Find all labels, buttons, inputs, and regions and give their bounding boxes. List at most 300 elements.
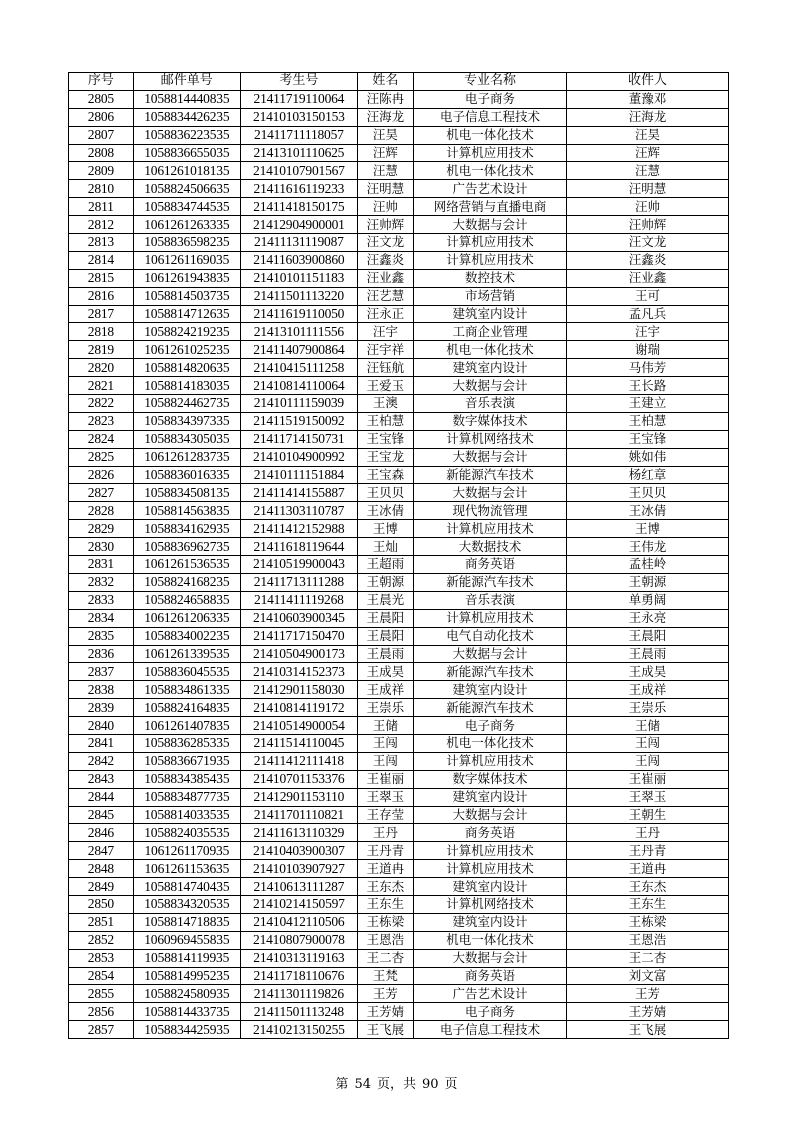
cell-tracking-number: 1058814563835 [133,502,240,520]
table-row [69,1003,729,1021]
cell-recipient: 汪宇 [567,323,729,341]
cell-index: 2844 [69,788,134,806]
table-row [69,198,729,216]
table-row [69,90,729,108]
cell-tracking-number: 1058836223535 [133,126,240,144]
table-row [69,591,729,609]
cell-name: 王丹青 [357,842,413,860]
cell-tracking-number: 1058814712635 [133,305,240,323]
cell-index: 2808 [69,144,134,162]
table-row [69,359,729,377]
cell-tracking-number: 1061261263335 [133,216,240,234]
cell-tracking-number: 1061261025235 [133,341,240,359]
cell-index: 2836 [69,645,134,663]
table-row [69,305,729,323]
cell-recipient: 王闯 [567,752,729,770]
cell-major: 新能源汽车技术 [413,573,566,591]
table-row [69,699,729,717]
cell-index: 2851 [69,913,134,931]
cell-major: 音乐表演 [413,395,566,413]
cell-tracking-number: 1058824168235 [133,573,240,591]
cell-candidate-number: 21410314152373 [240,663,357,681]
cell-recipient: 王成祥 [567,681,729,699]
cell-index: 2823 [69,412,134,430]
cell-tracking-number: 1058814433735 [133,1003,240,1021]
table-row [69,806,729,824]
cell-recipient: 王崔丽 [567,770,729,788]
table-row [69,609,729,627]
cell-tracking-number: 1061261169035 [133,251,240,269]
cell-name: 汪慧 [357,162,413,180]
table-row [69,645,729,663]
cell-recipient: 王飞展 [567,1021,729,1039]
cell-major: 工商企业管理 [413,323,566,341]
cell-candidate-number: 21411618119644 [240,538,357,556]
cell-tracking-number: 1058824219235 [133,323,240,341]
cell-tracking-number: 1058814820635 [133,359,240,377]
cell-candidate-number: 21410701153376 [240,770,357,788]
cell-major: 建筑室内设计 [413,681,566,699]
cell-candidate-number: 21410101151183 [240,269,357,287]
cell-index: 2853 [69,949,134,967]
table-row [69,967,729,985]
table-row [69,627,729,645]
header-tracking-number: 邮件单号 [133,73,240,91]
cell-name: 汪艺慧 [357,287,413,305]
cell-name: 王晨阳 [357,609,413,627]
cell-major: 电子信息工程技术 [413,1021,566,1039]
cell-index: 2857 [69,1021,134,1039]
header-candidate-number: 考生号 [240,73,357,91]
table-row [69,395,729,413]
cell-candidate-number: 21411519150092 [240,412,357,430]
cell-index: 2820 [69,359,134,377]
cell-recipient: 汪帅辉 [567,216,729,234]
cell-index: 2850 [69,895,134,913]
cell-major: 数控技术 [413,269,566,287]
cell-major: 机电一体化技术 [413,126,566,144]
cell-major: 市场营销 [413,287,566,305]
table-row [69,144,729,162]
cell-recipient: 孟凡兵 [567,305,729,323]
cell-index: 2813 [69,234,134,252]
cell-name: 王道冉 [357,860,413,878]
cell-major: 音乐表演 [413,591,566,609]
cell-index: 2814 [69,251,134,269]
cell-recipient: 王储 [567,717,729,735]
cell-candidate-number: 21410213150255 [240,1021,357,1039]
cell-recipient: 汪明慧 [567,180,729,198]
cell-name: 王晨光 [357,591,413,609]
cell-tracking-number: 1058814718835 [133,913,240,931]
cell-name: 王冰倩 [357,502,413,520]
cell-major: 新能源汽车技术 [413,699,566,717]
cell-candidate-number: 21411701110821 [240,806,357,824]
cell-name: 王芳婧 [357,1003,413,1021]
cell-tracking-number: 1061261283735 [133,448,240,466]
cell-recipient: 董豫邓 [567,90,729,108]
cell-index: 2834 [69,609,134,627]
cell-candidate-number: 21413101110625 [240,144,357,162]
cell-tracking-number: 1058836655035 [133,144,240,162]
cell-major: 建筑室内设计 [413,305,566,323]
cell-major: 计算机网络技术 [413,895,566,913]
cell-name: 王崇乐 [357,699,413,717]
cell-name: 王柏慧 [357,412,413,430]
cell-index: 2848 [69,860,134,878]
cell-name: 王东杰 [357,878,413,896]
cell-tracking-number: 1058834320535 [133,895,240,913]
cell-tracking-number: 1061261170935 [133,842,240,860]
cell-name: 王超雨 [357,556,413,574]
table-row [69,717,729,735]
cell-index: 2838 [69,681,134,699]
cell-candidate-number: 21411719110064 [240,90,357,108]
cell-tracking-number: 1060969455835 [133,931,240,949]
cell-tracking-number: 1058836045535 [133,663,240,681]
cell-recipient: 王二杏 [567,949,729,967]
cell-recipient: 王朝源 [567,573,729,591]
cell-candidate-number: 21411714150731 [240,430,357,448]
cell-candidate-number: 21410519900043 [240,556,357,574]
cell-candidate-number: 21410412110506 [240,913,357,931]
table-row [69,734,729,752]
header-index: 序号 [69,73,134,91]
cell-index: 2837 [69,663,134,681]
cell-major: 电气自动化技术 [413,627,566,645]
cell-name: 王栋梁 [357,913,413,931]
table-row [69,770,729,788]
cell-index: 2815 [69,269,134,287]
cell-recipient: 王道冉 [567,860,729,878]
table-row [69,824,729,842]
cell-candidate-number: 21410613111287 [240,878,357,896]
cell-tracking-number: 1058836598235 [133,234,240,252]
cell-recipient: 汪海龙 [567,108,729,126]
cell-index: 2805 [69,90,134,108]
cell-tracking-number: 1058834385435 [133,770,240,788]
cell-major: 数字媒体技术 [413,412,566,430]
cell-name: 王晨雨 [357,645,413,663]
cell-name: 王宝森 [357,466,413,484]
cell-tracking-number: 1058824035535 [133,824,240,842]
cell-name: 汪帅 [357,198,413,216]
cell-major: 电子信息工程技术 [413,108,566,126]
cell-tracking-number: 1058814183035 [133,377,240,395]
footer-prefix: 第 [335,1077,349,1092]
cell-index: 2811 [69,198,134,216]
cell-candidate-number: 21411418150175 [240,198,357,216]
table-row [69,216,729,234]
cell-name: 王成昊 [357,663,413,681]
cell-name: 汪海龙 [357,108,413,126]
cell-index: 2831 [69,556,134,574]
table-row [69,484,729,502]
cell-index: 2807 [69,126,134,144]
cell-major: 商务英语 [413,967,566,985]
cell-recipient: 王贝贝 [567,484,729,502]
cell-tracking-number: 1061261536535 [133,556,240,574]
cell-tracking-number: 1058814440835 [133,90,240,108]
cell-tracking-number: 1061261153635 [133,860,240,878]
cell-candidate-number: 21411412111418 [240,752,357,770]
table-row [69,448,729,466]
cell-recipient: 王宝锋 [567,430,729,448]
cell-major: 机电一体化技术 [413,341,566,359]
cell-major: 大数据与会计 [413,216,566,234]
cell-index: 2825 [69,448,134,466]
cell-tracking-number: 1058824506635 [133,180,240,198]
cell-index: 2843 [69,770,134,788]
cell-major: 机电一体化技术 [413,734,566,752]
cell-tracking-number: 1058834162935 [133,520,240,538]
cell-tracking-number: 1058824580935 [133,985,240,1003]
cell-tracking-number: 1058834002235 [133,627,240,645]
cell-tracking-number: 1058834425935 [133,1021,240,1039]
cell-major: 建筑室内设计 [413,788,566,806]
cell-name: 王宝锋 [357,430,413,448]
cell-name: 汪明慧 [357,180,413,198]
cell-candidate-number: 21411303110787 [240,502,357,520]
cell-recipient: 王崇乐 [567,699,729,717]
table-row [69,520,729,538]
cell-major: 广告艺术设计 [413,180,566,198]
table-row [69,108,729,126]
cell-recipient: 单勇阔 [567,591,729,609]
cell-tracking-number: 1061261206335 [133,609,240,627]
table-row [69,323,729,341]
cell-major: 新能源汽车技术 [413,466,566,484]
cell-recipient: 王芳婧 [567,1003,729,1021]
table-row [69,180,729,198]
cell-name: 汪昊 [357,126,413,144]
table-row [69,538,729,556]
cell-tracking-number: 1061261407835 [133,717,240,735]
cell-index: 2842 [69,752,134,770]
cell-tracking-number: 1058814033535 [133,806,240,824]
cell-name: 汪钰航 [357,359,413,377]
page-footer [0,1073,793,1092]
table-row [69,466,729,484]
cell-recipient: 王晨雨 [567,645,729,663]
cell-name: 王东生 [357,895,413,913]
cell-candidate-number: 21410103907927 [240,860,357,878]
cell-candidate-number: 21411514110045 [240,734,357,752]
cell-major: 计算机应用技术 [413,144,566,162]
cell-tracking-number: 1061261018135 [133,162,240,180]
cell-name: 王芳 [357,985,413,1003]
cell-candidate-number: 21410603900345 [240,609,357,627]
cell-name: 汪宇祥 [357,341,413,359]
cell-name: 王二杏 [357,949,413,967]
cell-major: 计算机应用技术 [413,609,566,627]
cell-recipient: 王伟龙 [567,538,729,556]
cell-recipient: 王长路 [567,377,729,395]
cell-name: 王爱玉 [357,377,413,395]
cell-name: 汪文龙 [357,234,413,252]
cell-tracking-number: 1058824658835 [133,591,240,609]
table-row [69,377,729,395]
cell-tracking-number: 1058834861335 [133,681,240,699]
cell-recipient: 汪慧 [567,162,729,180]
cell-candidate-number: 21410814119172 [240,699,357,717]
cell-major: 电子商务 [413,90,566,108]
table-row [69,913,729,931]
cell-major: 新能源汽车技术 [413,663,566,681]
cell-candidate-number: 21411411119268 [240,591,357,609]
cell-index: 2846 [69,824,134,842]
table-row [69,842,729,860]
cell-name: 汪辉 [357,144,413,162]
cell-name: 王宝龙 [357,448,413,466]
cell-tracking-number: 1058836285335 [133,734,240,752]
table-row [69,502,729,520]
cell-candidate-number: 21411717150470 [240,627,357,645]
table-row [69,895,729,913]
cell-tracking-number: 1058814740435 [133,878,240,896]
cell-name: 王飞展 [357,1021,413,1039]
cell-tracking-number: 1058834877735 [133,788,240,806]
cell-name: 王恩浩 [357,931,413,949]
footer-suffix: 页 [444,1077,458,1092]
cell-index: 2812 [69,216,134,234]
cell-tracking-number: 1058814119935 [133,949,240,967]
cell-recipient: 王丹青 [567,842,729,860]
cell-index: 2852 [69,931,134,949]
table-row [69,251,729,269]
current-page-number: 54 [354,1077,371,1092]
cell-tracking-number: 1061261943835 [133,269,240,287]
cell-major: 机电一体化技术 [413,931,566,949]
cell-name: 汪陈冉 [357,90,413,108]
cell-index: 2856 [69,1003,134,1021]
cell-candidate-number: 21411501113248 [240,1003,357,1021]
cell-tracking-number: 1058834508135 [133,484,240,502]
table-row [69,341,729,359]
header-recipient: 收件人 [567,73,729,91]
cell-tracking-number: 1061261339535 [133,645,240,663]
cell-name: 王崔丽 [357,770,413,788]
cell-candidate-number: 21411613110329 [240,824,357,842]
cell-index: 2845 [69,806,134,824]
cell-recipient: 汪文龙 [567,234,729,252]
cell-index: 2821 [69,377,134,395]
cell-recipient: 王永亮 [567,609,729,627]
table-row [69,752,729,770]
total-pages-number: 90 [422,1077,439,1092]
cell-index: 2810 [69,180,134,198]
cell-index: 2827 [69,484,134,502]
cell-recipient: 王芳 [567,985,729,1003]
cell-candidate-number: 21410415111258 [240,359,357,377]
cell-candidate-number: 21410807900078 [240,931,357,949]
cell-name: 王灿 [357,538,413,556]
cell-candidate-number: 21412901158030 [240,681,357,699]
cell-recipient: 孟桂岭 [567,556,729,574]
table-row [69,430,729,448]
cell-index: 2855 [69,985,134,1003]
cell-candidate-number: 21411414155887 [240,484,357,502]
cell-major: 计算机应用技术 [413,842,566,860]
cell-index: 2818 [69,323,134,341]
cell-name: 王贝贝 [357,484,413,502]
table-row [69,860,729,878]
cell-tracking-number: 1058824164835 [133,699,240,717]
cell-index: 2822 [69,395,134,413]
table-row [69,949,729,967]
cell-name: 王闯 [357,752,413,770]
cell-major: 广告艺术设计 [413,985,566,1003]
cell-major: 大数据与会计 [413,645,566,663]
cell-major: 大数据与会计 [413,484,566,502]
cell-index: 2833 [69,591,134,609]
cell-name: 王博 [357,520,413,538]
cell-major: 电子商务 [413,717,566,735]
cell-index: 2840 [69,717,134,735]
cell-recipient: 王晨阳 [567,627,729,645]
cell-recipient: 汪昊 [567,126,729,144]
table-row [69,412,729,430]
cell-index: 2824 [69,430,134,448]
cell-candidate-number: 21410504900173 [240,645,357,663]
cell-recipient: 王恩浩 [567,931,729,949]
cell-candidate-number: 21411131119087 [240,234,357,252]
cell-recipient: 汪帅 [567,198,729,216]
cell-name: 王澳 [357,395,413,413]
cell-candidate-number: 21411718110676 [240,967,357,985]
cell-recipient: 王丹 [567,824,729,842]
cell-recipient: 王翠玉 [567,788,729,806]
cell-recipient: 王东杰 [567,878,729,896]
cell-major: 计算机应用技术 [413,234,566,252]
cell-candidate-number: 21412901153110 [240,788,357,806]
cell-candidate-number: 21410104900992 [240,448,357,466]
cell-name: 王闯 [357,734,413,752]
cell-candidate-number: 21411407900864 [240,341,357,359]
cell-name: 汪宇 [357,323,413,341]
cell-tracking-number: 1058834744535 [133,198,240,216]
cell-name: 王朝源 [357,573,413,591]
cell-recipient: 王冰倩 [567,502,729,520]
cell-index: 2809 [69,162,134,180]
cell-recipient: 刘文富 [567,967,729,985]
cell-name: 王梵 [357,967,413,985]
header-major: 专业名称 [413,73,566,91]
footer-middle: 页，共 [376,1077,416,1092]
cell-major: 建筑室内设计 [413,878,566,896]
cell-index: 2835 [69,627,134,645]
cell-tracking-number: 1058834426235 [133,108,240,126]
cell-major: 现代物流管理 [413,502,566,520]
table-row [69,287,729,305]
cell-major: 商务英语 [413,556,566,574]
cell-index: 2829 [69,520,134,538]
table-row [69,556,729,574]
cell-major: 数字媒体技术 [413,770,566,788]
cell-recipient: 汪辉 [567,144,729,162]
cell-index: 2806 [69,108,134,126]
cell-tracking-number: 1058824462735 [133,395,240,413]
cell-name: 王存莹 [357,806,413,824]
cell-major: 大数据与会计 [413,448,566,466]
mailing-list-table [68,72,729,1039]
cell-major: 计算机应用技术 [413,860,566,878]
cell-recipient: 杨红章 [567,466,729,484]
table-row [69,269,729,287]
table-row [69,126,729,144]
cell-index: 2816 [69,287,134,305]
cell-index: 2849 [69,878,134,896]
